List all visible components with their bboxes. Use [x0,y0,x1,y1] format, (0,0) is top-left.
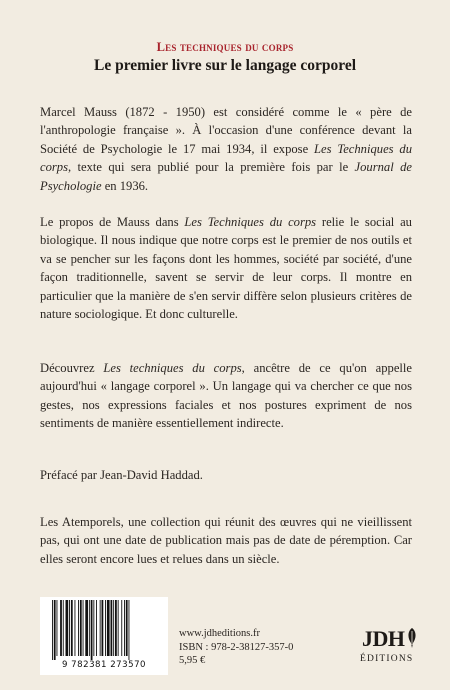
paragraph-author-intro [40,103,412,195]
logo-subtext: ÉDITIONS [360,654,414,664]
publisher-logo [356,626,426,676]
barcode-bars [50,600,158,660]
barcode-bar [107,600,110,656]
barcode-bar [63,600,64,656]
logo-text: JDH [362,626,405,651]
barcode-bar [57,600,58,656]
barcode-bar [124,600,125,656]
text-run: relie le social au biologique. Il nous indique que notre corps est le premier de nos outils et va se pencher sur les façons dont les hommes, société par société, d'une façon traditionnelle, savent se servir de leur corps. Il montre en particulier que la manière de s'en servir diffère selon plusieurs critères de nature sociologique. Et donc culturelle. [40,215,412,322]
barcode-bar [129,600,130,660]
barcode-bar [113,600,114,656]
barcode-bar [102,600,104,656]
barcode-bar [111,600,113,656]
barcode-bar [100,600,101,656]
barcode-bar [83,600,84,656]
paragraph-summary [40,213,412,323]
barcode-bar [78,600,79,656]
barcode-bar [75,600,76,656]
barcode-bar [105,600,106,656]
barcode-bar [54,600,56,660]
price-text: 5,95 € [179,655,206,666]
isbn-text: ISBN : 978-2-38127-357-0 [179,641,294,653]
text-run: en 1936. [101,178,149,193]
italic-book-title: Les Techniques du corps [40,141,412,175]
barcode-number: 9 782381 273570 [61,660,147,670]
text-run: Marcel Mauss (1872 - 1950) est considéré comme le « père de l'anthropologie française ». À l'occasion d'une conférence devant la Société de Psychologie le 17 mai 1934, il expose [40,105,412,156]
preface-credit: Préfacé par Jean-David Haddad. [40,468,203,482]
barcode-bar [93,600,94,656]
barcode-bar [66,600,69,656]
barcode-bar [118,600,119,656]
barcode-bar [115,600,117,656]
barcode-bar [52,600,53,660]
text-run: , texte qui sera publié pour la première fois par le [68,160,355,175]
isbn-barcode [40,597,168,675]
text-run: , ancêtre de ce qu'on appelle aujourd'hui « langage corporel ». Un langage qui va chercher ce que nos gestes, nos expressions faciales et nos postures expriment de nos sentiments de manière essentiellement indirecte. [40,361,413,431]
publisher-website: www.jdheditions.fr [179,628,260,639]
collection-description: Les Atemporels, une collection qui réunit des œuvres qui ne vieillissent pas, qui ont une date de publication mais pas de date de péremption. Car elles seront encore lues et relues dans un siècle. [40,515,412,566]
text-run: Découvrez [40,361,104,375]
barcode-bar [85,600,88,656]
book-title: Les techniques du corps [156,40,294,54]
barcode-bar [89,600,90,656]
barcode-bar [71,600,73,656]
barcode-bar [126,600,128,656]
barcode-bar [96,600,97,656]
feather-icon [405,627,419,649]
barcode-bar [80,600,82,656]
barcode-bar [91,600,93,660]
book-subtitle: Le premier livre sur le langage corporel [93,57,357,74]
italic-book-title: Les Techniques du corps [184,215,317,229]
text-run: Le propos de Mauss dans [40,215,185,229]
italic-book-title: Les techniques du corps [103,361,242,375]
publisher-info [179,627,293,668]
barcode-bar [69,600,70,656]
italic-journal-title: Journal de Psychologie [40,160,412,193]
barcode-bar [121,600,122,656]
paragraph-discover [40,359,412,433]
barcode-bar [60,600,62,656]
